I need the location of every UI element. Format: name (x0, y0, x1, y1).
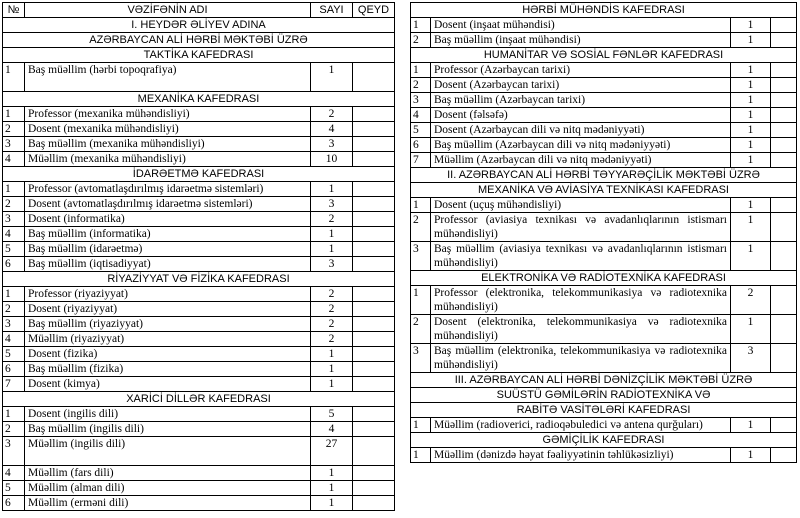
position-name: Professor (elektronika, telekommunikasiya və radiotexnika mühəndisliyi) (431, 286, 731, 315)
table-row (411, 448, 797, 463)
row-number: 2 (3, 122, 25, 137)
position-name: Baş müəllim (aviasiya texnikası və avadanlıqlarının istismarı mühəndisliyi) (431, 242, 731, 271)
position-note (771, 418, 797, 433)
table-row (3, 481, 395, 496)
section-title: III. AZƏRBAYCAN ALİ HƏRBİ DƏNİZÇİLİK MƏKTƏBİ ÜZRƏ (411, 373, 797, 388)
position-quantity: 1 (731, 63, 771, 78)
row-number: 3 (3, 317, 25, 332)
position-quantity: 1 (731, 242, 771, 271)
position-name: Professor (avtomatlaşdırılmış idarəetmə sistemləri) (25, 182, 311, 197)
section-heading-row (3, 272, 395, 287)
table-row (3, 227, 395, 242)
section-title: TAKTİKA KAFEDRASI (3, 48, 395, 63)
section-title: AZƏRBAYCAN ALİ HƏRBİ MƏKTƏBİ ÜZRƏ (3, 33, 395, 48)
section-heading-row (411, 433, 797, 448)
position-note (771, 138, 797, 153)
table-row (3, 332, 395, 347)
position-note (353, 122, 395, 137)
position-name: Müəllim (alman dili) (25, 481, 311, 496)
position-note (353, 496, 395, 511)
position-name: Müəllim (erməni dili) (25, 496, 311, 511)
section-title: I. HEYDƏR ƏLİYEV ADINA (3, 18, 395, 33)
position-note (353, 422, 395, 437)
position-name: Baş müəllim (idarəetmə) (25, 242, 311, 257)
row-number: 1 (411, 198, 431, 213)
table-row (3, 437, 395, 466)
section-title: II. AZƏRBAYCAN ALİ HƏRBİ TƏYYARƏÇİLİK MƏKTƏBİ ÜZRƏ (411, 168, 797, 183)
table-row (3, 197, 395, 212)
row-number: 7 (3, 377, 25, 392)
position-name: Baş müəllim (ingilis dili) (25, 422, 311, 437)
table-header-row (3, 3, 395, 18)
position-note (353, 242, 395, 257)
position-name: Professor (mexanika mühəndisliyi) (25, 107, 311, 122)
position-note (353, 182, 395, 197)
position-note (353, 227, 395, 242)
position-name: Müəllim (radioverici, radioqəbuledici və antena qurğuları) (431, 418, 731, 433)
position-quantity: 1 (731, 198, 771, 213)
row-number: 2 (411, 78, 431, 93)
row-number: 3 (3, 437, 25, 466)
section-heading-row (411, 373, 797, 388)
row-number: 4 (411, 108, 431, 123)
position-quantity: 2 (311, 332, 353, 347)
header-number: № (3, 3, 25, 18)
row-number: 6 (411, 138, 431, 153)
position-quantity: 3 (311, 257, 353, 272)
table-row (411, 418, 797, 433)
position-name: Professor (Azərbaycan tarixi) (431, 63, 731, 78)
row-number: 1 (3, 107, 25, 122)
position-name: Baş müəllim (fizika) (25, 362, 311, 377)
position-quantity: 3 (731, 344, 771, 373)
table-row (3, 466, 395, 481)
position-note (771, 286, 797, 315)
position-quantity: 1 (731, 213, 771, 242)
row-number: 1 (3, 182, 25, 197)
row-number: 2 (3, 302, 25, 317)
table-row (411, 213, 797, 242)
position-note (771, 33, 797, 48)
position-quantity: 1 (311, 242, 353, 257)
row-number: 4 (3, 332, 25, 347)
row-number: 2 (411, 315, 431, 344)
section-heading-row (411, 271, 797, 286)
position-name: Dosent (mexanika mühəndisliyi) (25, 122, 311, 137)
position-note (771, 18, 797, 33)
header-quantity: SAYI (311, 3, 353, 18)
section-title: HƏRBİ MÜHƏNDİS KAFEDRASI (411, 3, 797, 18)
position-name: Dosent (elektronika, telekommunikasiya və radiotexnika mühəndisliyi) (431, 315, 731, 344)
position-quantity: 3 (311, 137, 353, 152)
header-note: QEYD (353, 3, 395, 18)
position-note (353, 347, 395, 362)
table-row (411, 78, 797, 93)
position-quantity: 2 (311, 317, 353, 332)
position-note (771, 448, 797, 463)
position-name: Dosent (kimya) (25, 377, 311, 392)
position-quantity: 1 (311, 377, 353, 392)
position-note (353, 302, 395, 317)
position-name: Dosent (fizika) (25, 347, 311, 362)
position-note (353, 212, 395, 227)
position-note (353, 377, 395, 392)
section-heading-row (411, 403, 797, 418)
row-number: 1 (411, 63, 431, 78)
table-row (3, 152, 395, 167)
section-heading-row (3, 33, 395, 48)
position-note (771, 198, 797, 213)
position-name: Baş müəllim (informatika) (25, 227, 311, 242)
position-quantity: 3 (311, 197, 353, 212)
section-heading-row (3, 18, 395, 33)
position-name: Dosent (avtomatlaşdırılmış idarəetmə sistemləri) (25, 197, 311, 212)
row-number: 6 (3, 496, 25, 511)
row-number: 4 (3, 152, 25, 167)
position-note (353, 63, 395, 92)
table-row (3, 107, 395, 122)
section-title: İDARƏETMƏ KAFEDRASI (3, 167, 395, 182)
table-row (411, 33, 797, 48)
position-note (353, 481, 395, 496)
section-heading-row (3, 92, 395, 107)
row-number: 1 (411, 18, 431, 33)
position-name: Dosent (Azərbaycan dili və nitq mədəniyyəti) (431, 123, 731, 138)
table-row (3, 302, 395, 317)
position-note (353, 257, 395, 272)
position-note (353, 466, 395, 481)
row-number: 3 (3, 137, 25, 152)
position-quantity: 1 (731, 315, 771, 344)
position-name: Dosent (Azərbaycan tarixi) (431, 78, 731, 93)
position-name: Baş müəllim (Azərbaycan dili və nitq mədəniyyəti) (431, 138, 731, 153)
section-title: SUÜSTÜ GƏMİLƏRİN RADİOTEXNİKA VƏ (411, 388, 797, 403)
row-number: 3 (3, 212, 25, 227)
position-quantity: 2 (311, 302, 353, 317)
position-note (353, 317, 395, 332)
position-name: Müəllim (dənizdə həyat fəaliyyətinin təhlükəsizliyi) (431, 448, 731, 463)
section-heading-row (3, 48, 395, 63)
position-quantity: 2 (731, 286, 771, 315)
section-title: GƏMİÇİLİK KAFEDRASI (411, 433, 797, 448)
row-number: 1 (3, 287, 25, 302)
position-quantity: 1 (311, 466, 353, 481)
section-heading-row (3, 392, 395, 407)
position-note (771, 123, 797, 138)
table-row (3, 287, 395, 302)
row-number: 5 (3, 242, 25, 257)
table-row (411, 242, 797, 271)
position-name: Baş müəllim (mexanika mühəndisliyi) (25, 137, 311, 152)
table-row (3, 317, 395, 332)
table-row (411, 18, 797, 33)
position-quantity: 2 (311, 212, 353, 227)
position-note (353, 107, 395, 122)
table-row (411, 108, 797, 123)
position-note (771, 78, 797, 93)
position-name: Dosent (fəlsəfə) (431, 108, 731, 123)
right-staff-table (410, 2, 797, 463)
position-name: Müəllim (mexanika mühəndisliyi) (25, 152, 311, 167)
table-row (3, 212, 395, 227)
position-name: Baş müəllim (hərbi topoqrafiya) (25, 63, 311, 92)
position-quantity: 2 (311, 107, 353, 122)
position-name: Dosent (ingilis dili) (25, 407, 311, 422)
row-number: 1 (3, 63, 25, 92)
row-number: 7 (411, 153, 431, 168)
position-name: Professor (riyaziyyat) (25, 287, 311, 302)
position-name: Baş müəllim (iqtisadiyyat) (25, 257, 311, 272)
table-row (3, 257, 395, 272)
row-number: 2 (411, 33, 431, 48)
position-quantity: 5 (311, 407, 353, 422)
position-note (771, 315, 797, 344)
position-note (771, 213, 797, 242)
section-heading-row (3, 167, 395, 182)
table-row (411, 315, 797, 344)
position-quantity: 1 (731, 418, 771, 433)
position-note (771, 153, 797, 168)
position-quantity: 1 (311, 362, 353, 377)
position-note (771, 108, 797, 123)
position-quantity: 1 (731, 18, 771, 33)
row-number: 4 (3, 227, 25, 242)
row-number: 1 (411, 418, 431, 433)
row-number: 5 (411, 123, 431, 138)
position-note (771, 63, 797, 78)
section-title: ELEKTRONİKA VƏ RADİOTEXNİKA KAFEDRASI (411, 271, 797, 286)
row-number: 2 (3, 422, 25, 437)
position-quantity: 1 (731, 108, 771, 123)
section-title: RİYAZİYYAT VƏ FİZİKA KAFEDRASI (3, 272, 395, 287)
table-row (3, 496, 395, 511)
row-number: 6 (3, 257, 25, 272)
position-note (353, 407, 395, 422)
table-row (411, 198, 797, 213)
table-row (3, 63, 395, 92)
position-quantity: 1 (311, 481, 353, 496)
table-row (411, 286, 797, 315)
position-name: Baş müəllim (riyaziyyat) (25, 317, 311, 332)
section-title: XARİCİ DİLLƏR KAFEDRASI (3, 392, 395, 407)
position-name: Dosent (uçuş mühəndisliyi) (431, 198, 731, 213)
position-quantity: 1 (731, 78, 771, 93)
position-quantity: 1 (311, 347, 353, 362)
position-name: Müəllim (fars dili) (25, 466, 311, 481)
position-name: Müəllim (riyaziyyat) (25, 332, 311, 347)
position-note (353, 137, 395, 152)
section-title: RABİTƏ VASİTƏLƏRİ KAFEDRASI (411, 403, 797, 418)
left-staff-table (2, 2, 395, 511)
row-number: 1 (411, 286, 431, 315)
position-note (353, 437, 395, 466)
table-row (411, 153, 797, 168)
table-row (3, 137, 395, 152)
table-row (411, 123, 797, 138)
table-row (3, 347, 395, 362)
row-number: 2 (411, 213, 431, 242)
position-quantity: 10 (311, 152, 353, 167)
table-row (3, 422, 395, 437)
position-name: Müəllim (ingilis dili) (25, 437, 311, 466)
position-note (353, 332, 395, 347)
row-number: 3 (411, 344, 431, 373)
position-name: Professor (aviasiya texnikası və avadanlıqlarının istismarı mühəndisliyi) (431, 213, 731, 242)
position-quantity: 1 (311, 227, 353, 242)
position-name: Baş müəllim (elektronika, telekommunikasiya və radiotexnika mühəndisliyi) (431, 344, 731, 373)
row-number: 5 (3, 347, 25, 362)
table-row (411, 344, 797, 373)
position-name: Dosent (inşaat mühəndisi) (431, 18, 731, 33)
table-row (3, 377, 395, 392)
table-row (411, 93, 797, 108)
position-note (771, 242, 797, 271)
row-number: 3 (411, 242, 431, 271)
row-number: 1 (3, 407, 25, 422)
position-name: Müəllim (Azərbaycan dili və nitq mədəniyyəti) (431, 153, 731, 168)
position-quantity: 1 (311, 496, 353, 511)
table-row (3, 122, 395, 137)
header-position-name: VƏZİFƏNİN ADI (25, 3, 311, 18)
position-quantity: 1 (311, 182, 353, 197)
position-name: Baş müəllim (Azərbaycan tarixi) (431, 93, 731, 108)
row-number: 6 (3, 362, 25, 377)
row-number: 1 (411, 448, 431, 463)
row-number: 3 (411, 93, 431, 108)
table-row (411, 138, 797, 153)
table-row (3, 407, 395, 422)
section-heading-row (411, 48, 797, 63)
row-number: 5 (3, 481, 25, 496)
position-note (353, 362, 395, 377)
table-row (3, 182, 395, 197)
section-title: MEXANİKA VƏ AVİASİYA TEXNİKASI KAFEDRASI (411, 183, 797, 198)
position-quantity: 1 (731, 448, 771, 463)
position-quantity: 1 (731, 93, 771, 108)
section-title: MEXANİKA KAFEDRASI (3, 92, 395, 107)
position-note (771, 344, 797, 373)
position-name: Baş müəllim (inşaat mühəndisi) (431, 33, 731, 48)
position-quantity: 4 (311, 122, 353, 137)
section-heading-row (411, 183, 797, 198)
position-quantity: 1 (731, 123, 771, 138)
position-quantity: 4 (311, 422, 353, 437)
position-note (353, 287, 395, 302)
position-name: Dosent (riyaziyyat) (25, 302, 311, 317)
position-name: Dosent (informatika) (25, 212, 311, 227)
position-note (353, 197, 395, 212)
section-title: HUMANİTAR VƏ SOSİAL FƏNLƏR KAFEDRASI (411, 48, 797, 63)
section-heading-row (411, 388, 797, 403)
position-note (353, 152, 395, 167)
section-heading-row (411, 3, 797, 18)
row-number: 2 (3, 197, 25, 212)
row-number: 4 (3, 466, 25, 481)
position-quantity: 1 (731, 138, 771, 153)
position-quantity: 1 (731, 153, 771, 168)
position-note (771, 93, 797, 108)
table-row (3, 362, 395, 377)
position-quantity: 27 (311, 437, 353, 466)
table-row (411, 63, 797, 78)
position-quantity: 1 (311, 63, 353, 92)
position-quantity: 2 (311, 287, 353, 302)
table-row (3, 242, 395, 257)
section-heading-row (411, 168, 797, 183)
position-quantity: 1 (731, 33, 771, 48)
